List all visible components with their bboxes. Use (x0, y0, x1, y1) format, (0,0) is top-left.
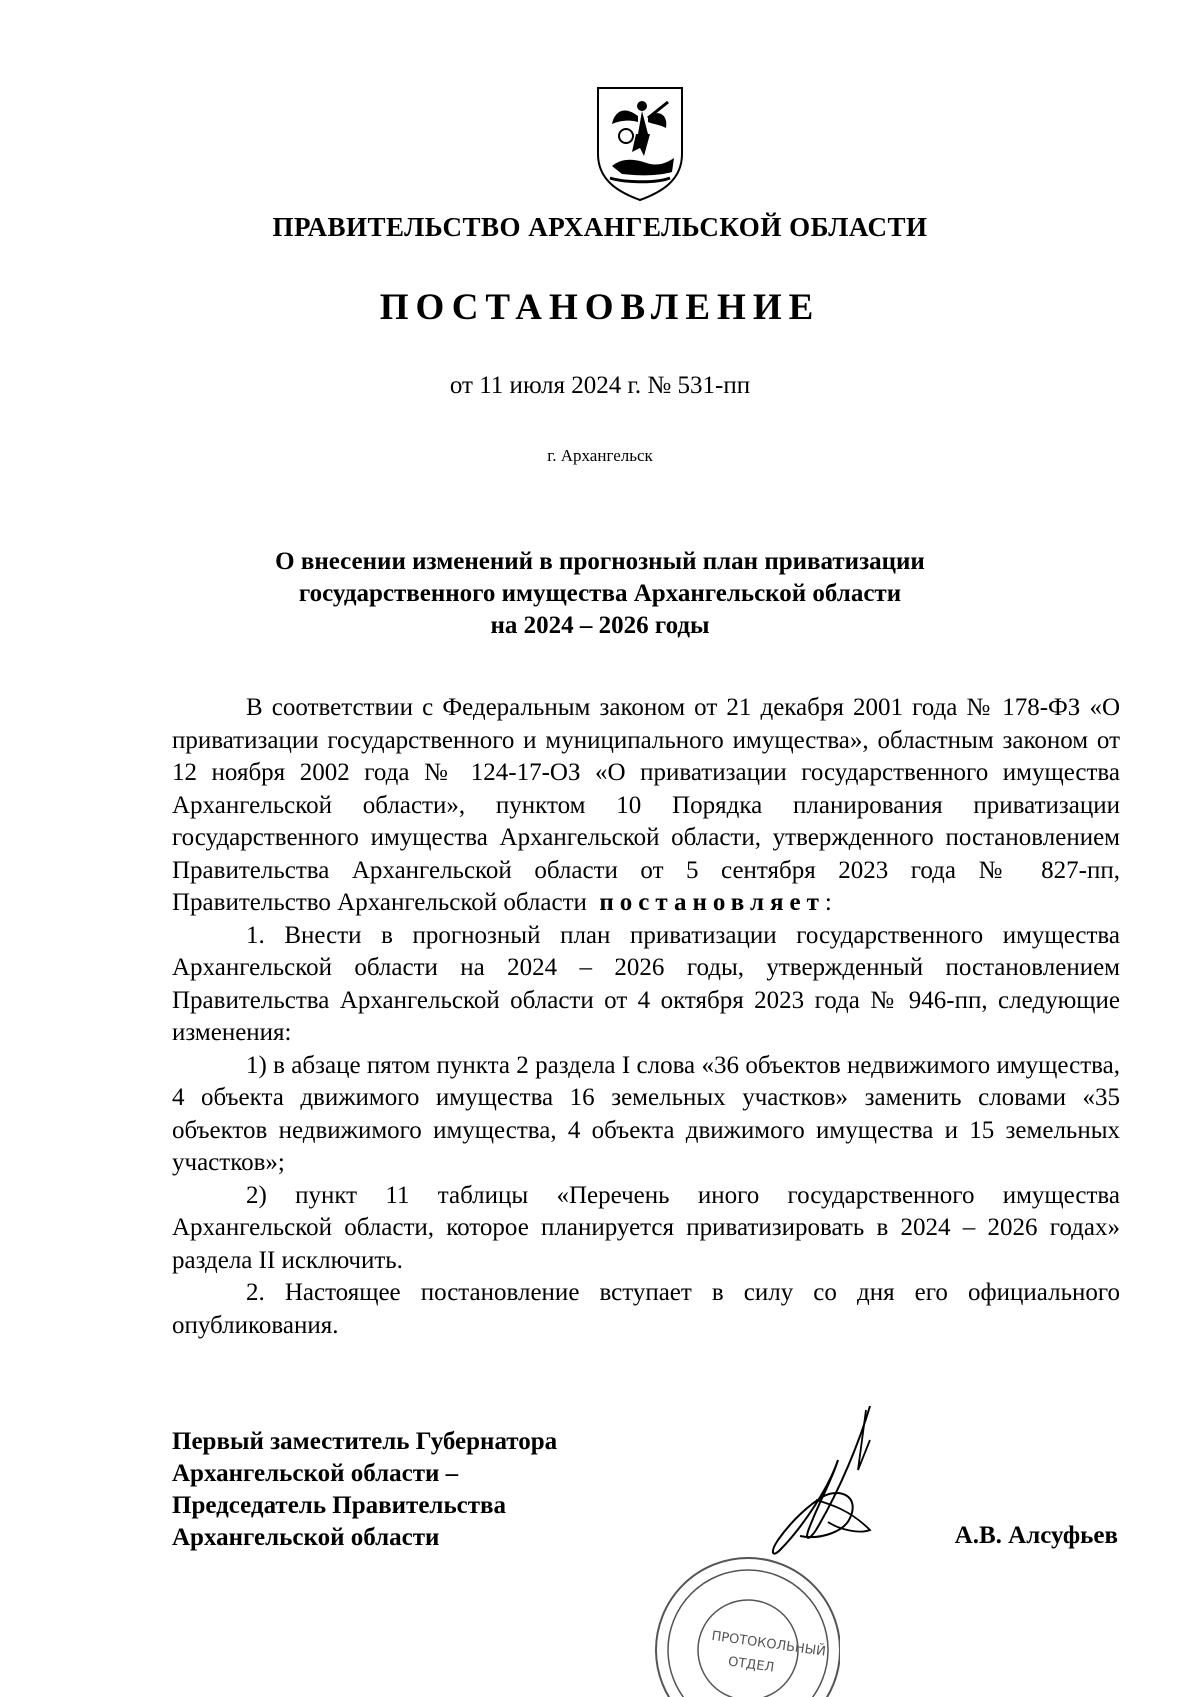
preamble-text: В соответствии с Федеральным законом от 21 декабря 2001 года № 178-ФЗ «О приватизации государственного и муниципального имущества», областным законом от 12 ноября 2002 года № 124-17-ОЗ «О приватизации государственного имущества Архангельской области», пунктом 10 Порядка планирования приватизации государственного имущества Архангельской области, утвержденного постановлением Правительства Архангельской области от 5 сентября 2023 года № 827-пп, Правительство Архангельской области (172, 694, 1120, 916)
item-1-paragraph: 1. Внести в прогнозный план приватизации государственного имущества Архангельской области на 2024 – 2026 годы, утвержденный постановлением Правительства Архангельской области от 4 октября 2023 года № 946-пп, следующие изменения: (172, 921, 1120, 1046)
signer-title-line: Первый заместитель Губернатора (172, 1428, 558, 1455)
city-line: г. Архангельск (547, 446, 653, 465)
item-1-1-paragraph: 1) в абзаце пятом пункта 2 раздела I слова «36 объектов недвижимого имущества, 4 объекта движимого имущества 16 земельных участков» заменить словами «35 объектов недвижимого имущества, 4 объекта движимого имущества и 15 земельных участков»; (172, 1051, 1120, 1176)
signer-title-line: Архангельской области (172, 1524, 440, 1551)
signer-title-line: Председатель Правительства (172, 1492, 507, 1519)
subject-line: О внесении изменений в прогнозный план приватизации (275, 548, 925, 575)
subject-line: на 2024 – 2026 годы (490, 612, 710, 639)
document-type-heading: ПОСТАНОВЛЕНИЕ (379, 287, 821, 328)
date-and-number: от 11 июля 2024 г. № 531-пп (449, 372, 751, 399)
subject-line: государственного имущества Архангельской области (298, 580, 902, 607)
item-1-2-paragraph: 2) пункт 11 таблицы «Перечень иного государственного имущества Архангельской области, которое планируется приватизировать в 2024 – 2026 годах» раздела II исключить. (172, 1181, 1120, 1274)
signer-title (172, 1426, 557, 1554)
document-body (172, 692, 1120, 1342)
svg-text:ПРОТОКОЛЬНЫЙ: ПРОТОКОЛЬНЫЙ (710, 1628, 827, 1660)
coat-of-arms-icon (592, 84, 688, 202)
document-subject (0, 546, 1200, 642)
decree-word: постановляет (599, 889, 825, 916)
decree-colon: : (824, 889, 832, 916)
svg-text:ОТДЕЛ: ОТДЕЛ (727, 1654, 776, 1676)
government-title: ПРАВИТЕЛЬСТВО АРХАНГЕЛЬСКОЙ ОБЛАСТИ (272, 212, 928, 242)
signer-title-line: Архангельской области – (172, 1460, 459, 1487)
signer-name: А.В. Алсуфьев (954, 1522, 1118, 1549)
preamble-paragraph (172, 692, 1120, 920)
protocol-department-stamp-icon (640, 1540, 840, 1697)
item-2-paragraph: 2. Настоящее постановление вступает в силу со дня его официального опубликования. (172, 1279, 1120, 1339)
